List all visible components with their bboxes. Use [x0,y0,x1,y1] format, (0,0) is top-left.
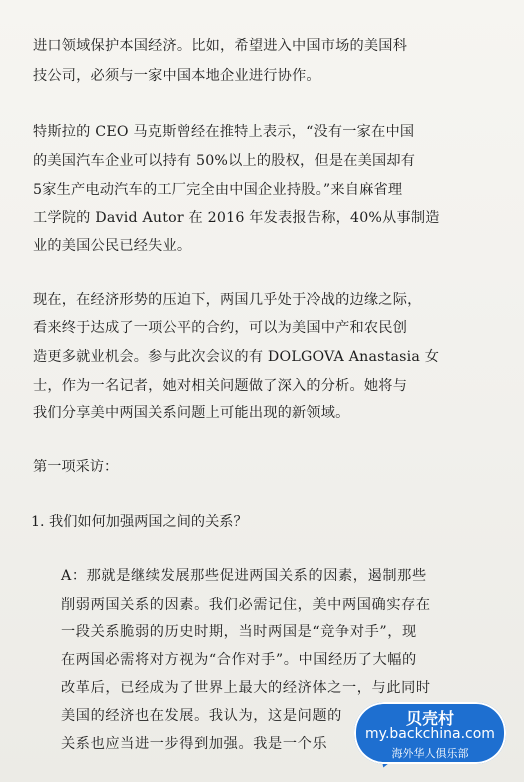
paragraph-3-line-5: 我们分享美中两国关系问题上可能出现的新领域。 [33,405,350,421]
paragraph-1-line-2: 技公司，必须与一家中国本地企业进行协作。 [33,68,321,84]
interview-heading: 第一项采访： [33,459,119,475]
paragraph-1-line-1: 进口领域保护本国经济。比如，希望进入中国市场的美国科 [33,38,408,54]
watermark-url: my.backchina.com [365,726,495,742]
answer-1-line-2: 削弱两国关系的因素。我们必需记住，美中两国确实存在 [61,597,431,613]
paragraph-2-line-2: 的美国汽车企业可以持有 50%以上的股权，但是在美国却有 [33,153,416,169]
answer-1-line-6: 美国的经济也在发展。我认为，这是问题的 [61,708,342,724]
paragraph-3-line-2: 看来终于达成了一项公平的合约，可以为美国中产和农民创 [33,320,408,336]
answer-1-line-5: 改革后，已经成为了世界上最大的经济体之一，与此同时 [61,680,431,696]
paragraph-2-line-1: 特斯拉的 CEO 马克斯曾经在推特上表示，“没有一家在中国 [33,124,415,140]
paragraph-2-line-4: 工学院的 David Autor 在 2016 年发表报告称，40%从事制造 [33,210,440,226]
paragraph-3-line-3: 造更多就业机会。参与此次会议的有 DOLGOVA Anastasia 女 [33,349,440,365]
answer-1-line-3: 一段关系脆弱的历史时期，当时两国是“竞争对手”，现 [61,624,417,640]
question-1: 1. 我们如何加强两国之间的关系？ [31,514,248,530]
paragraph-2-line-3: 5家生产电动汽车的工厂完全由中国企业持股。”来自麻省理 [33,182,403,198]
paragraph-2-line-5: 业的美国公民已经失业。 [33,238,192,254]
paragraph-3-line-1: 现在，在经济形势的压迫下，两国几乎处于冷战的边缘之际， [33,292,422,308]
paragraph-3-line-4: 士，作为一名记者，她对相关问题做了深入的分析。她将与 [33,378,408,394]
answer-1-line-7: 关系也应当进一步得到加强。我是一个乐 [61,736,328,752]
answer-1-line-4: 在两国必需将对方视为“合作对手”。中国经历了大幅的 [61,652,417,668]
watermark-badge [354,702,506,768]
answer-1-line-1: A：那就是继续发展那些促进两国关系的因素，遏制那些 [61,568,427,584]
watermark-title: 贝壳村 [405,709,454,728]
watermark-subtitle: 海外华人俱乐部 [391,747,469,760]
